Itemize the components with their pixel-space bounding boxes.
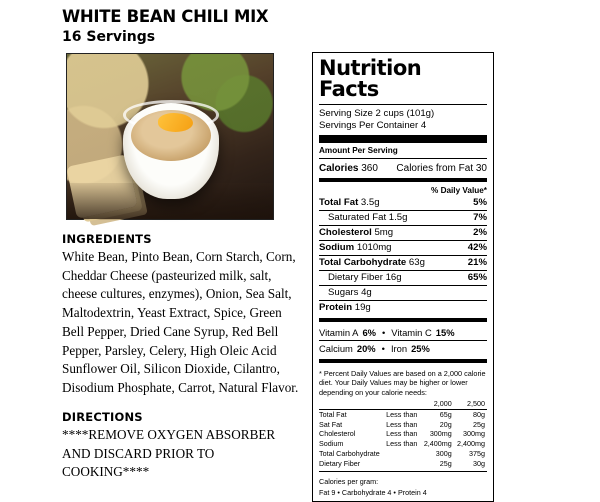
nutrient-daily-value: 42% [467, 242, 487, 254]
dv-nutrient-name: Sodium [319, 439, 344, 449]
nutrient-daily-value: 65% [467, 272, 487, 284]
daily-value-header: % Daily Value* [431, 185, 487, 195]
dv-condition: Less than [386, 419, 418, 429]
vitamin-left [319, 343, 376, 354]
nutrient-row [319, 270, 487, 285]
divider [319, 158, 487, 159]
nutrient-row [319, 285, 487, 300]
dv-value-2000: 65g [421, 409, 454, 419]
dv-value-2000: 300mg [429, 429, 452, 439]
dv-value-2500: 375g [469, 448, 485, 458]
divider [319, 318, 487, 322]
dv-value-2500: 300mg [463, 429, 485, 439]
vitamin-right-name: Iron [390, 342, 408, 354]
serving-size: Serving Size 2 cups (101g) [319, 107, 435, 119]
dv-value-2500: 2,400mg [457, 439, 485, 449]
page-title: WHITE BEAN CHILI MIX [62, 7, 269, 26]
divider [319, 104, 487, 105]
nutrient-row [319, 240, 487, 255]
bullet-separator-icon: • [382, 326, 386, 338]
directions-text: ****REMOVE OXYGEN ABSORBER AND DISCARD PRIOR TO COOKING**** [62, 426, 276, 480]
dv-nutrient-name: Total Fat [319, 409, 386, 419]
product-info-column [62, 8, 302, 482]
nutrient-label: Sugars 4g [328, 287, 372, 299]
nutrient-row [319, 210, 487, 225]
dv-value-2500: 80g [454, 409, 487, 419]
table-row [319, 439, 487, 449]
vitamin-right [391, 327, 454, 338]
nutrient-daily-value: 21% [467, 257, 487, 269]
calories-per-gram-values: Fat 9 • Carbohydrate 4 • Protein 4 [319, 488, 427, 498]
calories-row [319, 162, 487, 175]
nutrition-facts-panel [312, 52, 494, 502]
dv-nutrient-name: Sat Fat [319, 419, 343, 429]
calories-label: Calories [319, 162, 359, 174]
vitamin-left-percent: 20% [356, 342, 376, 354]
dv-condition [386, 459, 420, 469]
calories-per-gram-label: Calories per gram: [319, 477, 379, 487]
nutrient-label: Protein 19g [319, 302, 371, 314]
dv-value-2500: 25g [473, 419, 485, 429]
cheese-topping-graphic [158, 113, 193, 131]
nutrient-row-list [319, 196, 487, 315]
table-row [319, 459, 487, 469]
dv-col-blank-2 [386, 399, 420, 409]
nutrient-row [319, 300, 487, 315]
nutrient-label: Saturated Fat 1.5g [328, 212, 408, 224]
nutrient-row [319, 225, 487, 240]
dv-col-2500: 2,500 [467, 399, 485, 409]
nutrient-daily-value: 5% [473, 197, 487, 209]
nutrient-label: Cholesterol 5mg [319, 227, 394, 239]
dv-value-2000: 300g [435, 448, 452, 458]
dv-condition [386, 449, 420, 459]
vitamin-row [319, 340, 487, 356]
divider [319, 178, 487, 182]
table-row [319, 429, 487, 439]
dv-nutrient-name: Total Carbohydrate [319, 448, 380, 458]
nutrient-label: Total Fat 3.5g [319, 197, 380, 209]
divider [319, 471, 487, 472]
daily-values-reference-table [319, 399, 487, 468]
vitamin-right-percent: 15% [435, 326, 455, 338]
ingredients-heading: INGREDIENTS [62, 231, 152, 246]
dv-value-2000: 25g [439, 458, 452, 468]
vitamin-right-name: Vitamin C [391, 326, 432, 338]
dv-nutrient-name: Dietary Fiber [319, 458, 361, 468]
divider [319, 135, 487, 143]
calories-from-fat: Calories from Fat 30 [396, 162, 487, 174]
nutrient-daily-value: 2% [473, 227, 487, 239]
directions-heading: DIRECTIONS [62, 409, 143, 424]
dv-value-2000: 20g [439, 419, 452, 429]
vitamin-row-list [319, 325, 487, 356]
vitamin-left [319, 327, 376, 338]
vitamin-left-percent: 6% [362, 326, 376, 338]
divider [319, 359, 487, 363]
vitamin-row [319, 325, 487, 340]
vitamin-left-name: Calcium [319, 342, 353, 354]
nutrient-label: Sodium 1010mg [319, 242, 392, 254]
table-row [319, 420, 487, 430]
nutrient-row [319, 255, 487, 270]
nutrient-label: Total Carbohydrate 63g [319, 257, 425, 269]
nutrient-daily-value: 7% [473, 212, 487, 224]
dv-condition: Less than [386, 409, 420, 419]
vitamin-right-percent: 25% [411, 342, 430, 354]
table-row [319, 449, 487, 459]
table-row [319, 409, 487, 419]
dv-nutrient-name: Cholesterol [319, 429, 356, 439]
daily-value-footnote: * Percent Daily Values are based on a 2,000 calorie diet. Your Daily Values may be higher or lower depending on your calorie needs: [319, 368, 486, 397]
nutrient-row [319, 196, 487, 210]
servings-count: 16 Servings [62, 28, 156, 45]
bullet-separator-icon: • [381, 342, 385, 354]
nutrition-facts-title: Nutrition Facts [319, 56, 422, 102]
amount-per-serving-label: Amount Per Serving [319, 145, 398, 155]
dv-col-blank-1 [319, 399, 386, 409]
dv-value-2000: 2,400mg [423, 439, 452, 449]
calories-value: 360 [361, 162, 378, 174]
nutrient-label: Dietary Fiber 16g [328, 272, 402, 284]
vitamin-right [391, 343, 430, 354]
table-header-row [319, 399, 487, 409]
product-photo [66, 53, 274, 220]
dv-col-2000: 2,000 [433, 399, 452, 409]
dv-value-2500: 30g [473, 458, 485, 468]
servings-per-container: Servings Per Container 4 [319, 119, 427, 131]
dv-condition: Less than [386, 429, 418, 439]
ingredients-text: White Bean, Pinto Bean, Corn Starch, Corn, Cheddar Cheese (pasteurized milk, salt, cheese cultures, enzymes), Onion, Sea Salt, Maltodextrin, Yeast Extract, Spice, Green Bell Pepper, Dried Cane Syrup, Red Bell Pepper, Parsley, Celery, High Oleic Acid Sunflower Oil, Silicon Dioxide, Cilantro, Disodium Phosphate, Carrot, Natural Flavor. [62, 248, 299, 396]
vitamin-left-name: Vitamin A [319, 326, 359, 338]
dv-condition: Less than [386, 439, 418, 449]
